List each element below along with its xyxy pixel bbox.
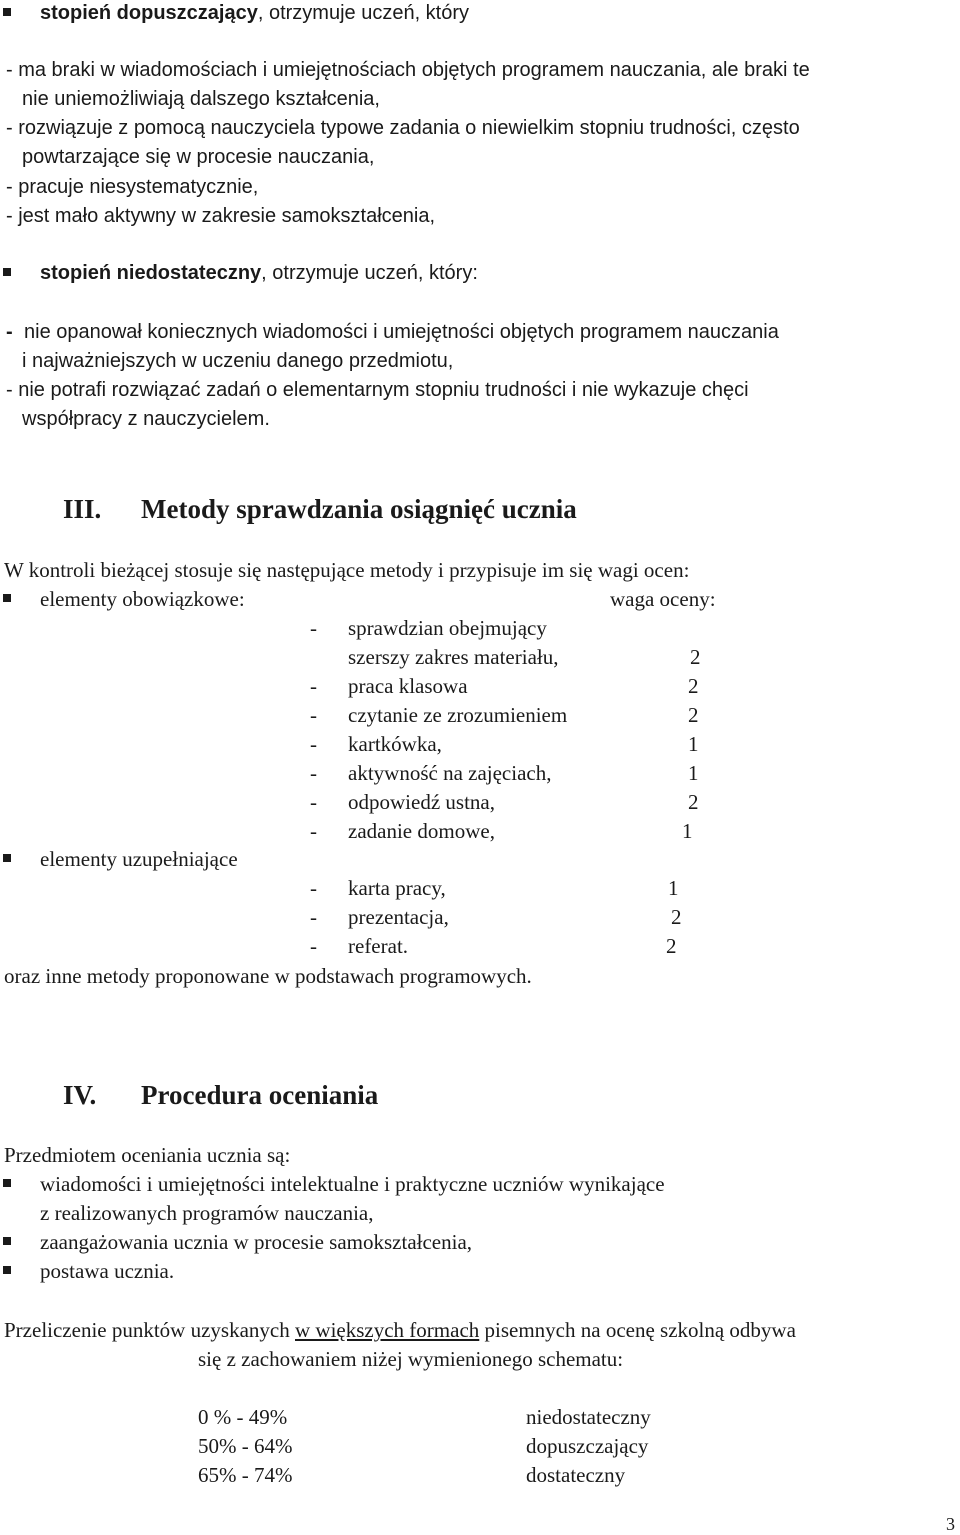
scale-grade: niedostateczny [526,1405,651,1429]
list-dash: - [310,616,317,640]
method-weight: 2 [688,703,699,727]
conversion-text-line2: się z zachowaniem niżej wymienionego schematu: [198,1347,624,1371]
list-item: postawa ucznia. [40,1259,175,1283]
list-item: - ma braki w wiadomościach i umiejętnościach objętych programem nauczania, ale braki te [6,59,810,81]
list-dash: - [310,876,317,900]
grade-dopuszczajacy-heading: stopień dopuszczający, otrzymuje uczeń, który [40,2,470,24]
list-item: - jest mało aktywny w zakresie samokształcenia, [6,205,436,227]
method-name: szerszy zakres materiału, [348,645,559,669]
section-intro: Przedmiotem oceniania ucznia są: [4,1143,291,1167]
list-item: i najważniejszych w uczeniu danego przedmiotu, [22,350,454,372]
method-weight: 1 [688,761,699,785]
list-dash: - [6,321,13,343]
method-weight: 1 [688,732,699,756]
supplementary-label: elementy uzupełniające [40,847,238,871]
list-item: z realizowanych programów nauczania, [40,1201,374,1225]
bullet-square-icon [3,1179,11,1187]
list-dash: - [310,790,317,814]
list-dash: - [310,732,317,756]
list-item: nie uniemożliwiają dalszego kształcenia, [22,88,380,110]
bullet-square-icon [3,1237,11,1245]
section-outro: oraz inne metody proponowane w podstawach programowych. [4,964,532,988]
list-item: współpracy z nauczycielem. [22,408,270,430]
method-weight: 1 [682,819,693,843]
list-dash: - [310,703,317,727]
list-dash: - [310,934,317,958]
list-item: zaangażowania ucznia w procesie samokształcenia, [40,1230,473,1254]
method-weight: 2 [690,645,701,669]
method-name: czytanie ze zrozumieniem [348,703,568,727]
page-number: 3 [946,1514,955,1534]
scale-range: 0 % - 49% [198,1405,288,1429]
list-item: - pracuje niesystematycznie, [6,176,259,198]
method-name: aktywność na zajęciach, [348,761,552,785]
section-number: III. [63,494,102,524]
section-number: IV. [63,1080,97,1110]
list-dash: - [310,905,317,929]
bullet-square-icon [3,594,11,602]
bullet-square-icon [3,854,11,862]
method-name: odpowiedź ustna, [348,790,495,814]
method-name: sprawdzian obejmujący [348,616,547,640]
list-item: wiadomości i umiejętności intelektualne i praktyczne uczniów wynikające [40,1172,665,1196]
method-weight: 2 [666,934,677,958]
conversion-text: Przeliczenie punktów uzyskanych w większych formach pisemnych na ocenę szkolną odbywa [4,1318,796,1342]
scale-range: 65% - 74% [198,1463,293,1487]
section-title: Metody sprawdzania osiągnięć ucznia [141,494,577,524]
method-name: prezentacja, [348,905,449,929]
section-intro: W kontroli bieżącej stosuje się następujące metody i przypisuje im się wagi ocen: [4,558,690,582]
section-title: Procedura oceniania [141,1080,379,1110]
list-dash: - [310,674,317,698]
scale-grade: dopuszczający [526,1434,649,1458]
weight-header: waga oceny: [610,587,716,611]
method-name: referat. [348,934,409,958]
list-item: powtarzające się w procesie nauczania, [22,146,375,168]
list-item: nie opanował koniecznych wiadomości i umiejętności objętych programem nauczania [24,321,779,343]
method-name: zadanie domowe, [348,819,495,843]
method-weight: 2 [671,905,682,929]
method-weight: 2 [688,674,699,698]
mandatory-label: elementy obowiązkowe: [40,587,245,611]
list-item: - nie potrafi rozwiązać zadań o elementarnym stopniu trudności i nie wykazuje chęci [6,379,749,401]
list-dash: - [310,761,317,785]
method-name: kartkówka, [348,732,442,756]
method-weight: 2 [688,790,699,814]
list-dash: - [310,819,317,843]
scale-range: 50% - 64% [198,1434,293,1458]
bullet-square-icon [3,1266,11,1274]
method-name: praca klasowa [348,674,468,698]
method-weight: 1 [668,876,679,900]
bullet-square-icon [3,8,11,16]
grade-niedostateczny-heading: stopień niedostateczny, otrzymuje uczeń, który: [40,262,478,284]
scale-grade: dostateczny [526,1463,626,1487]
method-name: karta pracy, [348,876,446,900]
bullet-square-icon [3,268,11,276]
list-item: - rozwiązuje z pomocą nauczyciela typowe zadania o niewielkim stopniu trudności, często [6,117,800,139]
